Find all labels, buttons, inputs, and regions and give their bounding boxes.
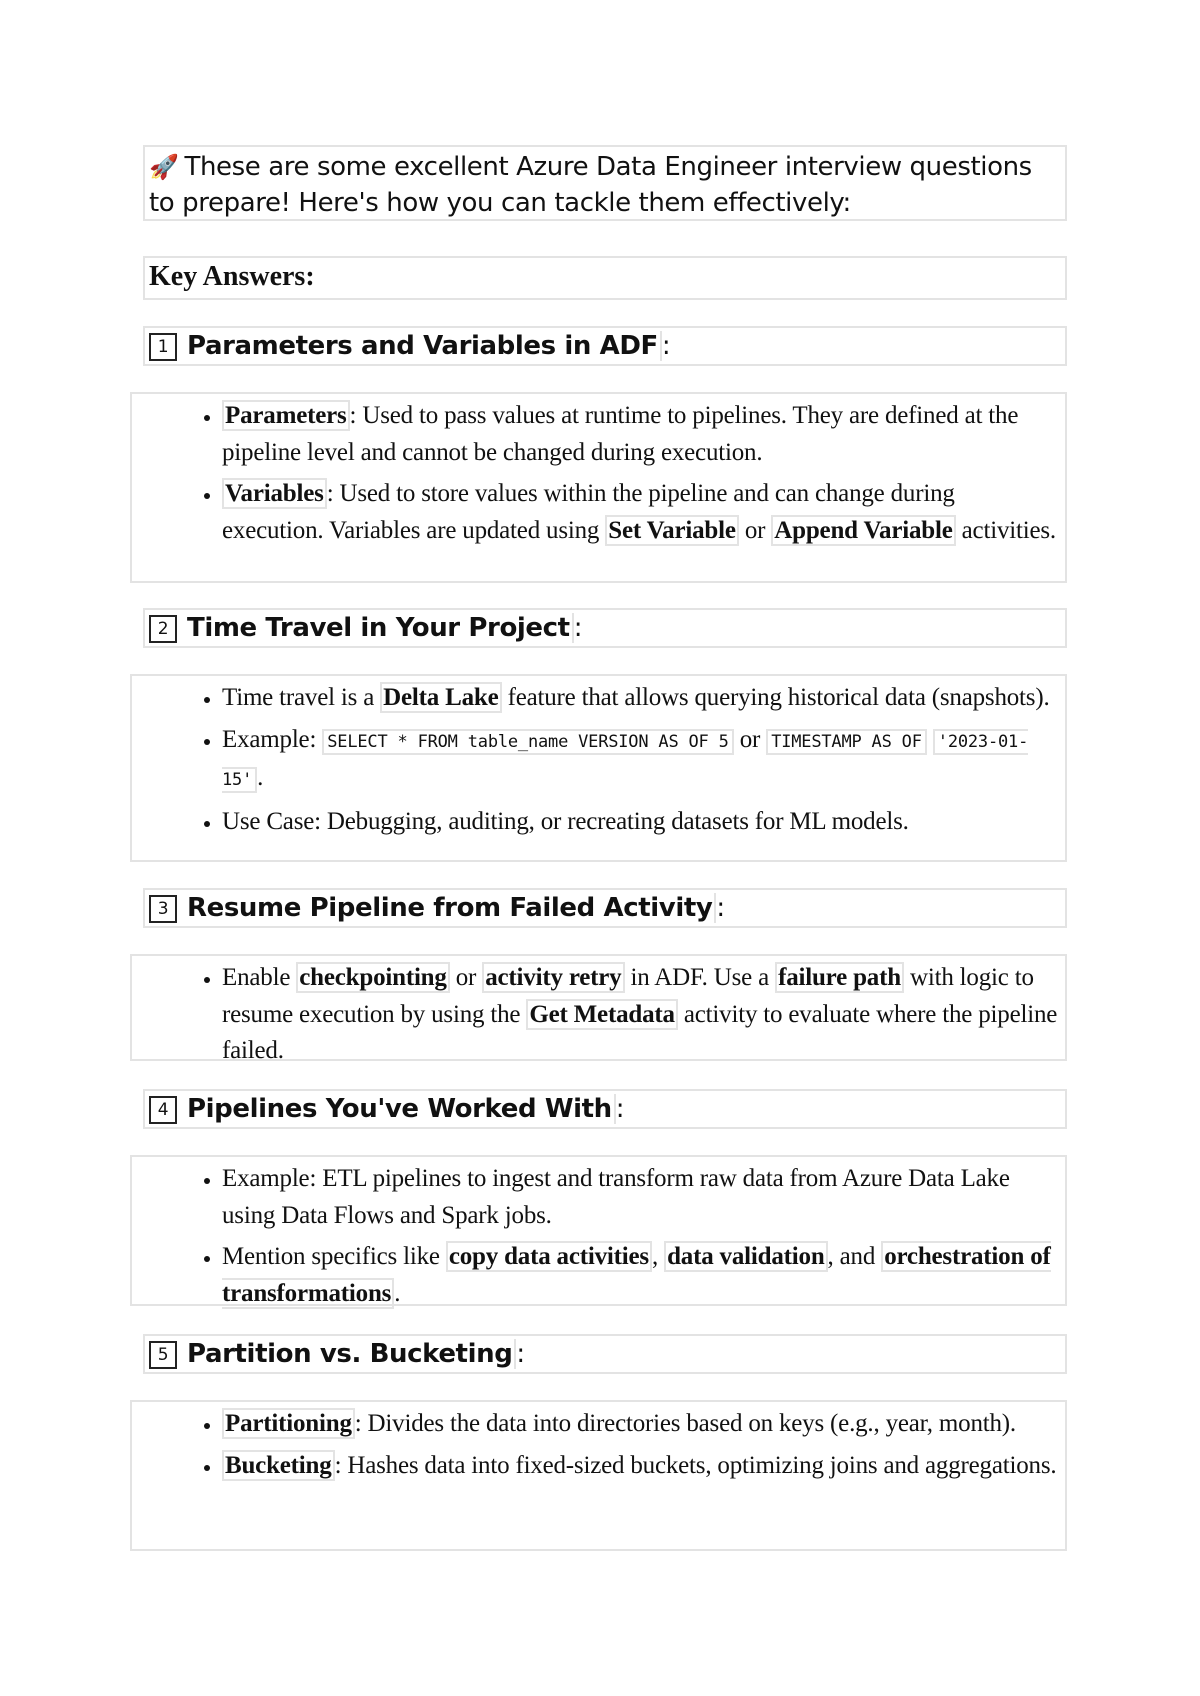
section-4-title: Pipelines You've Worked With	[187, 1094, 616, 1124]
rocket-icon: 🚀	[149, 153, 179, 181]
list-item	[222, 1448, 1061, 1485]
term: Bucketing	[222, 1450, 335, 1481]
section-5-title: Partition vs. Bucketing	[187, 1339, 516, 1369]
highlight: failure path	[775, 962, 904, 993]
item-text: .	[257, 764, 264, 791]
section-2-number-badge: 2	[149, 615, 177, 643]
highlight: Set Variable	[605, 515, 738, 546]
item-text: or	[738, 516, 772, 544]
section-1-heading	[143, 326, 1067, 366]
section-3-colon: :	[716, 893, 725, 923]
list-item	[222, 1406, 1061, 1443]
section-1-title: Parameters and Variables in ADF	[187, 331, 662, 361]
section-4-number-badge: 4	[149, 1096, 177, 1124]
highlight: activity retry	[482, 962, 624, 993]
section-1-number-badge: 1	[149, 333, 177, 361]
code-snippet: '2023-01-15'	[222, 729, 1028, 794]
item-text: or	[449, 964, 483, 991]
section-1-list	[130, 392, 1067, 583]
item-text: : Used to pass values at runtime to pipelines. They are defined at the pipeline level and cannot be changed during execution.	[222, 402, 1019, 466]
list-item	[222, 1239, 1061, 1312]
section-5-list	[130, 1400, 1067, 1551]
section-5-heading	[143, 1334, 1067, 1374]
item-text: Time travel is a	[222, 684, 381, 711]
section-2-list	[130, 674, 1067, 862]
item-text: feature that allows querying historical data (snapshots).	[501, 684, 1050, 711]
item-text: Enable	[222, 964, 297, 991]
section-2-title: Time Travel in Your Project	[187, 613, 574, 643]
term: Parameters	[222, 400, 350, 431]
item-text: Example:	[222, 725, 323, 753]
item-text: with logic to resume execution by using the	[222, 964, 1034, 1028]
intro-text: These are some excellent Azure Data Engineer interview questions to prepare! Here's how you can tackle them effectively:	[149, 152, 1032, 218]
highlight: copy data activities	[446, 1241, 652, 1272]
section-4-heading	[143, 1089, 1067, 1129]
section-4-colon: :	[615, 1094, 625, 1124]
section-2-colon: :	[573, 613, 583, 643]
code-snippet: SELECT * FROM table_name VERSION AS OF 5	[322, 729, 733, 755]
section-3-number-badge: 3	[149, 895, 177, 923]
section-3-list	[130, 954, 1067, 1064]
section-1-colon: :	[661, 331, 671, 361]
item-text: ,	[651, 1243, 665, 1270]
list-item: • Example: ETL pipelines to ingest and transform raw data from Azure Data Lake using Data Flows and Spark jobs.	[222, 1161, 1061, 1234]
item-text: activity to evaluate where the pipeline failed.	[222, 1000, 1058, 1064]
section-3-heading	[143, 888, 1067, 928]
item-text: Mention specifics like	[222, 1243, 446, 1270]
item-text: : Divides the data into directories based on keys (e.g., year, month).	[354, 1410, 1016, 1437]
key-answers-heading: Key Answers:	[143, 256, 1067, 300]
section-4-list	[130, 1155, 1067, 1306]
list-item	[222, 398, 1061, 471]
term: Variables	[222, 478, 327, 509]
list-item	[222, 476, 1061, 549]
list-item	[222, 680, 1061, 717]
highlight: data validation	[664, 1241, 827, 1272]
item-text: .	[394, 1279, 401, 1307]
section-3-title: Resume Pipeline from Failed Activity	[187, 893, 716, 923]
highlight: Append Variable	[771, 515, 955, 546]
list-item	[222, 722, 1061, 799]
item-text: or	[733, 725, 767, 753]
item-text: : Hashes data into fixed-sized buckets, optimizing joins and aggregations.	[334, 1451, 1057, 1479]
section-5-colon: :	[516, 1339, 525, 1369]
term: Partitioning	[222, 1408, 355, 1439]
item-text: , and	[827, 1243, 882, 1270]
code-snippet: TIMESTAMP AS OF	[766, 729, 927, 755]
intro-text-block	[143, 145, 1067, 221]
item-text: activities.	[955, 516, 1056, 544]
section-2-heading	[143, 608, 1067, 648]
list-item: • Use Case: Debugging, auditing, or recreating datasets for ML models.	[222, 804, 1061, 841]
section-5-number-badge: 5	[149, 1341, 177, 1369]
highlight: orchestration of transformations	[222, 1243, 1051, 1307]
item-text: : Used to store values within the pipeline and can change during execution. Variables are updated using	[222, 480, 955, 544]
highlight: Delta Lake	[380, 682, 501, 713]
list-item	[222, 960, 1061, 1070]
highlight: Get Metadata	[526, 999, 677, 1030]
highlight: checkpointing	[296, 962, 449, 993]
item-text: in ADF. Use a	[624, 964, 776, 991]
